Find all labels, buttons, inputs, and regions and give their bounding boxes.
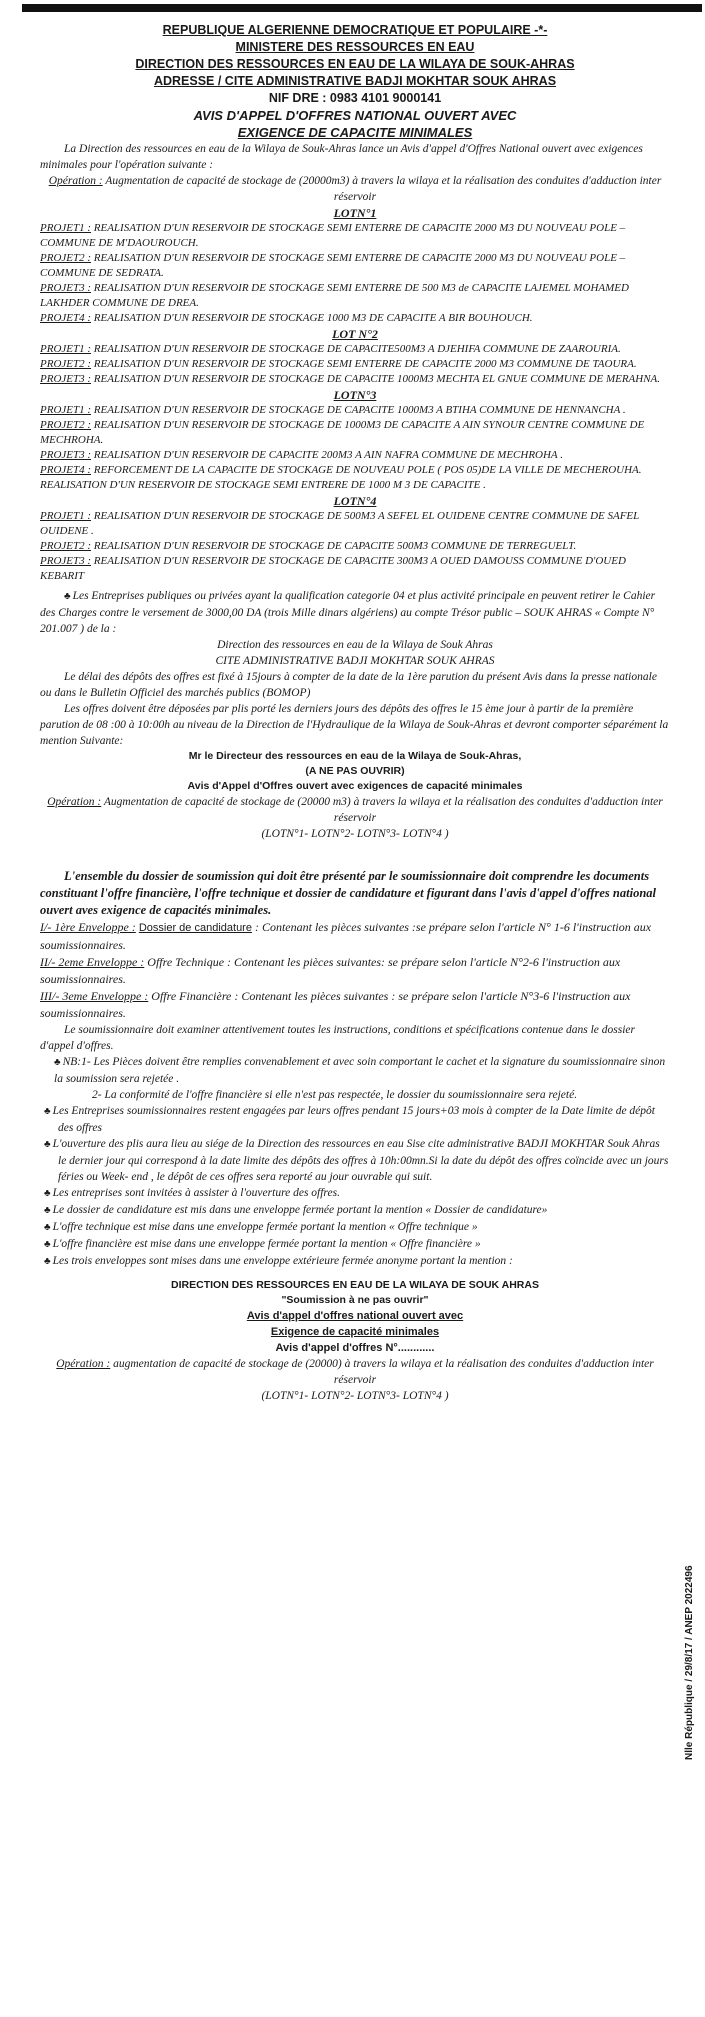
project-text: REALISATION D'UN RESERVOIR DE STOCKAGE SEMI ENTERRE DE CAPACITE 2000 M3 DU NOUVEAU POLE – COMMUNE DE M'DAOUROUCH.	[40, 222, 626, 249]
document-page	[40, 22, 670, 1404]
bottom-avis-number: Avis d'appel d'offres N°............	[275, 1342, 435, 1354]
project-label: PROJET1 :	[40, 404, 92, 416]
project-text: REALISATION D'UN RESERVOIR DE STOCKAGE DE CAPACITE500M3 A DJEHIFA COMMUNE DE ZAAROURIA.	[93, 343, 621, 355]
bottom-direction: DIRECTION DES RESSOURCES EN EAU DE LA WILAYA DE SOUK AHRAS	[171, 1279, 539, 1291]
project-item	[40, 372, 670, 387]
envelope-text: Offre Financière : Contenant les pièces suivantes : se prépare selon l'article N°3-6 l'instruction aux soumissionnaires.	[40, 989, 631, 1020]
project-item	[40, 418, 670, 448]
project-text: REFORCEMENT DE LA CAPACITE DE STOCKAGE DE NOUVEAU POLE ( POS 05)DE LA VILLE DE MECHEROUHA.	[93, 464, 642, 476]
project-text: REALISATION D'UN RESERVOIR DE STOCKAGE DE 500M3 A SEFEL EL OUIDENE CENTRE COMMUNE DE SAFEL OUIDENE .	[40, 510, 640, 537]
project-text: REALISATION D'UN RESERVOIR DE STOCKAGE SEMI ENTERRE DE 500 M3 de CAPACITE LAJEMEL MOHAMED LAKHDER COMMUNE DE DREA.	[40, 282, 629, 309]
header-republic: REPUBLIQUE ALGERIENNE DEMOCRATIQUE ET POPULAIRE -*-	[162, 23, 548, 37]
conditions-list	[40, 1103, 670, 1270]
address-cite: CITE ADMINISTRATIVE BADJI MOKHTAR SOUK AHRAS	[215, 655, 495, 667]
envelope-text: Offre Technique : Contenant les pièces suivantes: se prépare selon l'article N°2-6 l'instruction aux soumissionnaires.	[40, 955, 621, 986]
top-border-bar	[22, 4, 702, 12]
project-label: PROJET3 :	[40, 555, 92, 567]
condition-item: ♣ L'offre financière est mise dans une enveloppe fermée portant la mention « Offre financière »	[40, 1236, 670, 1253]
lot-title: LOT N°2	[332, 327, 378, 341]
project-text: REALISATION D'UN RESERVOIR DE STOCKAGE SEMI ENTRERE DE 1000 M 3 DE CAPACITE .	[40, 479, 486, 491]
examine-paragraph: Le soumissionnaire doit examiner attentivement toutes les instructions, conditions et spécifications contenue dans le dossier d'appel d'offres.	[40, 1024, 635, 1052]
condition-item: ♣ Les entreprises sont invitées à assister à l'ouverture des offres.	[40, 1185, 670, 1202]
project-label: PROJET2 :	[40, 540, 92, 552]
bottom-operation	[40, 1356, 670, 1388]
project-label: PROJET3 :	[40, 282, 92, 294]
envelope-text: : Contenant les pièces suivantes :se prépare selon l'article N° 1-6 l'instruction aux soumissionnaires.	[40, 920, 652, 952]
nb2-paragraph: 2- La conformité de l'offre financière si elle n'est pas respectée, le dossier du soumissionnaire sera rejeté.	[92, 1089, 578, 1101]
envelopes-section	[40, 919, 670, 1022]
project-label: PROJET3 :	[40, 449, 92, 461]
project-item	[40, 539, 670, 554]
envelope-operation	[40, 794, 670, 826]
condition-item: ♣ L'ouverture des plis aura lieu au siége de la Direction des ressources en eau Sise cite administrative BADJI MOKHTAR Souk Ahras le dernier jour qui correspond à la date limite des dépôts des offres à 10h:00mn.Si la date du dépôt des offres coïncide avec un jours féries ou Week- end , le dépôt de ces offres sera reporté au jour ouvrable qui suit.	[40, 1136, 670, 1185]
operation-text: Augmentation de capacité de stockage de (20000m3) à travers la wilaya et la réalisation des conduites d'adduction inter réservoir	[105, 175, 662, 203]
bottom-lots: (LOTN°1- LOTN°2- LOTN°3- LOTN°4 )	[261, 1390, 449, 1402]
envelope-item	[40, 954, 670, 988]
deposit-paragraph: Les offres doivent être déposées par plis porté les derniers jours des dépôts des offres le 15 ème jour à partir de la première parution de 08 :00 à 10:00h au niveau de la Direction de l'Hydraulique de la Wilaya de Souk-Ahras et devront comporter séparément la mention Suivante:	[40, 703, 669, 747]
envelope-lots: (LOTN°1- LOTN°2- LOTN°3- LOTN°4 )	[261, 828, 449, 840]
condition-item: ♣ L'offre technique est mise dans une enveloppe fermée portant la mention « Offre technique »	[40, 1219, 670, 1236]
project-text: REALISATION D'UN RESERVOIR DE CAPACITE 200M3 A AIN NAFRA COMMUNE DE MECHROHA .	[93, 449, 563, 461]
dossier-intro: L'ensemble du dossier de soumission qui doit être présenté par le soumissionnaire doit comprendre les documents constituant l'offre financière, l'offre technique et dossier de candidature et figurant dans l'avis d'appel d'offres national ouvert aves exigence de capacités minimales.	[40, 869, 656, 917]
project-item	[40, 509, 670, 539]
project-item	[40, 463, 670, 478]
nb1-paragraph: ♣ NB:1- Les Pièces doivent être remplies convenablement et avec soin comportant le cachet et la signature du soumissionnaire sinon la soumission sera rejetée .	[40, 1054, 670, 1087]
project-label: PROJET2 :	[40, 419, 92, 431]
project-text: REALISATION D'UN RESERVOIR DE STOCKAGE DE CAPACITE 1000M3 A BTIHA COMMUNE DE HENNANCHA .	[93, 404, 626, 416]
project-label: PROJET3 :	[40, 373, 92, 385]
header-ministry: MINISTERE DES RESSOURCES EN EAU	[235, 40, 475, 54]
project-label: PROJET2 :	[40, 358, 92, 370]
project-item	[40, 251, 670, 281]
project-label: PROJET4 :	[40, 312, 92, 324]
project-item	[40, 357, 670, 372]
intro-paragraph: La Direction des ressources en eau de la Wilaya de Souk-Ahras lance un Avis d'appel d'Offres National ouvert avec exigences minimales pour l'opération suivante :	[40, 143, 643, 171]
project-item	[40, 221, 670, 251]
notice-subtitle: EXIGENCE DE CAPACITE MINIMALES	[237, 125, 473, 140]
project-item	[40, 311, 670, 326]
project-text: REALISATION D'UN RESERVOIR DE STOCKAGE DE 1000M3 DE CAPACITE A AIN SYNOUR CENTRE COMMUNE DE MECHROHA.	[40, 419, 645, 446]
envelope-operation-label: Opération :	[47, 796, 102, 808]
envelope-sub: Dossier de candidature	[138, 922, 252, 934]
envelope-item	[40, 988, 670, 1022]
condition-item: ♣ Les Entreprises soumissionnaires restent engagées par leurs offres pendant 15 jours+03 mois à compter de la Date limite de dépôt des offres	[40, 1103, 670, 1136]
address-direction: Direction des ressources en eau de la Wilaya de Souk Ahras	[217, 639, 493, 651]
lot-title: LOTN°1	[333, 206, 377, 220]
project-label: PROJET1 :	[40, 222, 92, 234]
project-item	[40, 554, 670, 584]
header-nif: NIF DRE : 0983 4101 9000141	[268, 91, 442, 105]
envelope-item	[40, 919, 670, 954]
condition-item: ♣ Le dossier de candidature est mis dans une enveloppe fermée portant la mention « Dossier de candidature»	[40, 1202, 670, 1219]
operation-label: Opération :	[48, 175, 103, 187]
bottom-no-open: "Soumission à ne pas ouvrir"	[281, 1294, 429, 1306]
project-item	[40, 403, 670, 418]
operation-line	[40, 173, 670, 205]
header-address: ADRESSE / CITE ADMINISTRATIVE BADJI MOKHTAR SOUK AHRAS	[153, 74, 557, 88]
project-label: PROJET2 :	[40, 252, 92, 264]
bottom-operation-text: augmentation de capacité de stockage de (20000) à travers la wilaya et la réalisation des conduites d'adduction inter réservoir	[113, 1358, 654, 1386]
side-reference: Nlle République / 29/8/17 / ANEP 2022496	[684, 1565, 695, 1760]
project-item	[40, 281, 670, 311]
header-direction: DIRECTION DES RESSOURCES EN EAU DE LA WILAYA DE SOUK-AHRAS	[135, 57, 575, 71]
envelope-operation-text: Augmentation de capacité de stockage de (20000 m3) à travers la wilaya et la réalisation des conduites d'adduction inter réservoir	[103, 796, 663, 824]
project-item	[40, 342, 670, 357]
envelope-avis: Avis d'Appel d'Offres ouvert avec exigences de capacité minimales	[187, 780, 523, 792]
envelope-no-open: (A NE PAS OUVRIR)	[305, 765, 405, 777]
lot-title: LOTN°4	[333, 494, 377, 508]
project-text: REALISATION D'UN RESERVOIR DE STOCKAGE 1000 M3 DE CAPACITE A BIR BOUHOUCH.	[93, 312, 533, 324]
bottom-avis2: Exigence de capacité minimales	[270, 1326, 440, 1338]
bottom-operation-label: Opération :	[56, 1358, 111, 1370]
condition-item: ♣ Les trois enveloppes sont mises dans une enveloppe extérieure fermée anonyme portant la mention :	[40, 1253, 670, 1270]
envelope-addressee: Mr le Directeur des ressources en eau de la Wilaya de Souk-Ahras,	[188, 750, 522, 762]
bottom-avis1: Avis d'appel d'offres national ouvert avec	[246, 1310, 464, 1322]
eligibility-paragraph: ♣ Les Entreprises publiques ou privées ayant la qualification categorie 04 et plus activité principale en peuvent retirer le Cahier des Charges contre le versement de 3000,00 DA (trois Mille dinars algériens) au compte Trésor public – SOUK AHRAS « Compte N° 201.007 ) de la :	[40, 588, 670, 637]
project-item	[40, 478, 670, 493]
project-text: REALISATION D'UN RESERVOIR DE STOCKAGE DE CAPACITE 500M3 COMMUNE DE TERREGUELT.	[93, 540, 577, 552]
project-label: PROJET1 :	[40, 343, 92, 355]
lot-title: LOTN°3	[333, 388, 377, 402]
project-item	[40, 448, 670, 463]
project-text: REALISATION D'UN RESERVOIR DE STOCKAGE DE CAPACITE 300M3 A OUED DAMOUSS COMMUNE D'OUED KEBARIT	[40, 555, 626, 582]
envelope-label: II/- 2eme Enveloppe :	[40, 955, 145, 969]
notice-title: AVIS D'APPEL D'OFFRES NATIONAL OUVERT AVEC	[193, 108, 517, 123]
envelope-label: I/- 1ère Enveloppe :	[40, 920, 136, 934]
envelope-label: III/- 3eme Enveloppe :	[40, 989, 149, 1003]
project-text: REALISATION D'UN RESERVOIR DE STOCKAGE DE CAPACITE 1000M3 MECHTA EL GNUE COMMUNE DE MERAHNA.	[93, 373, 661, 385]
project-text: REALISATION D'UN RESERVOIR DE STOCKAGE SEMI ENTERRE DE CAPACITE 2000 M3 DU NOUVEAU POLE – COMMUNE DE SEDRATA.	[40, 252, 626, 279]
lots-section	[40, 205, 670, 584]
project-label: PROJET4 :	[40, 464, 92, 476]
project-text: REALISATION D'UN RESERVOIR DE STOCKAGE SEMI ENTERRE DE CAPACITE 2000 M3 COMMUNE DE TAOURA.	[93, 358, 637, 370]
delay-paragraph: Le délai des dépôts des offres est fixé à 15jours à compter de la date de la 1ère parution du présent Avis dans la presse nationale ou dans le Bulletin Officiel des marchés publics (BOMOP)	[40, 671, 657, 699]
project-label: PROJET1 :	[40, 510, 92, 522]
